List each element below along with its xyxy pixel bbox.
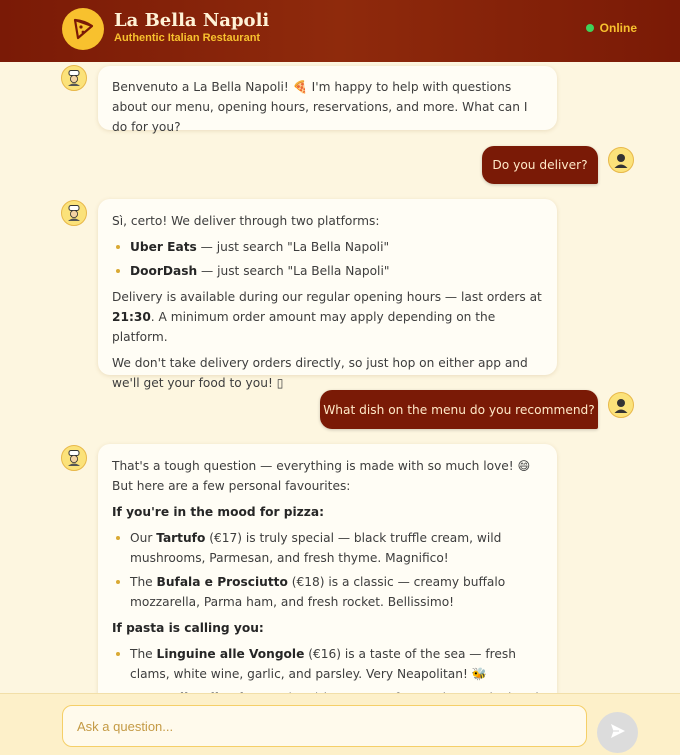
- list-item: Our Tartufo (€17) is truly special — black truffle cream, wild mushrooms, Parmesan, and fresh thyme. Magnifico!: [112, 528, 543, 568]
- message-text: Delivery is available during our regular opening hours — last orders at 21:30. A minimum order amount may apply depending on the platform.: [112, 290, 542, 344]
- chat-window[interactable]: [0, 62, 680, 693]
- bot-message: [98, 199, 557, 390]
- list-item: Uber Eats — just search "La Bella Napoli": [112, 237, 543, 257]
- online-status: [586, 21, 637, 35]
- chef-avatar-icon: [61, 445, 87, 471]
- question-input[interactable]: [62, 705, 587, 747]
- user-message: [320, 390, 598, 429]
- message-text: What dish on the menu do you recommend?: [323, 402, 595, 417]
- section-heading: If pasta is calling you:: [112, 621, 264, 635]
- restaurant-tagline: Authentic Italian Restaurant: [114, 32, 261, 44]
- list-item: DoorDash — just search "La Bella Napoli": [112, 261, 543, 281]
- message-text: Benvenuto a La Bella Napoli! 🍕 I'm happy to help with questions about our menu, opening hours, reservations, and more. What can I do for you?: [112, 80, 528, 134]
- message-text: Do you deliver?: [492, 158, 588, 172]
- section-heading: If you're in the mood for pizza:: [112, 505, 324, 519]
- bot-message: [98, 66, 557, 134]
- app-header: [0, 0, 680, 62]
- bot-message: [98, 444, 557, 724]
- send-icon: [609, 722, 627, 743]
- message-text: Sì, certo! We deliver through two platforms:: [112, 214, 380, 228]
- chef-avatar-icon: [61, 65, 87, 91]
- composer-bar: [0, 693, 680, 755]
- restaurant-name: La Bella Napoli: [114, 10, 270, 31]
- chef-avatar-icon: [61, 200, 87, 226]
- send-button[interactable]: [597, 712, 638, 753]
- delivery-platform-list: [112, 237, 543, 281]
- pizza-recommendation-list: [112, 528, 543, 612]
- status-label: Online: [599, 21, 637, 35]
- user-avatar-icon: [608, 392, 634, 418]
- message-text: We don't take delivery orders directly, so just hop on either app and we'll get your food to you! ▯: [112, 356, 528, 390]
- user-message: [482, 146, 598, 184]
- list-item: The Bufala e Prosciutto (€18) is a classic — creamy buffalo mozzarella, Parma ham, and fresh rocket. Bellissimo!: [112, 572, 543, 612]
- pizza-icon: [62, 8, 104, 50]
- list-item: The Linguine alle Vongole (€16) is a taste of the sea — fresh clams, white wine, garlic, and parsley. Very Neapolitan! 🐝: [112, 644, 543, 684]
- user-avatar-icon: [608, 147, 634, 173]
- online-dot-icon: [586, 24, 594, 32]
- message-text: That's a tough question — everything is made with so much love! 😄 But here are a few personal favourites:: [112, 459, 531, 493]
